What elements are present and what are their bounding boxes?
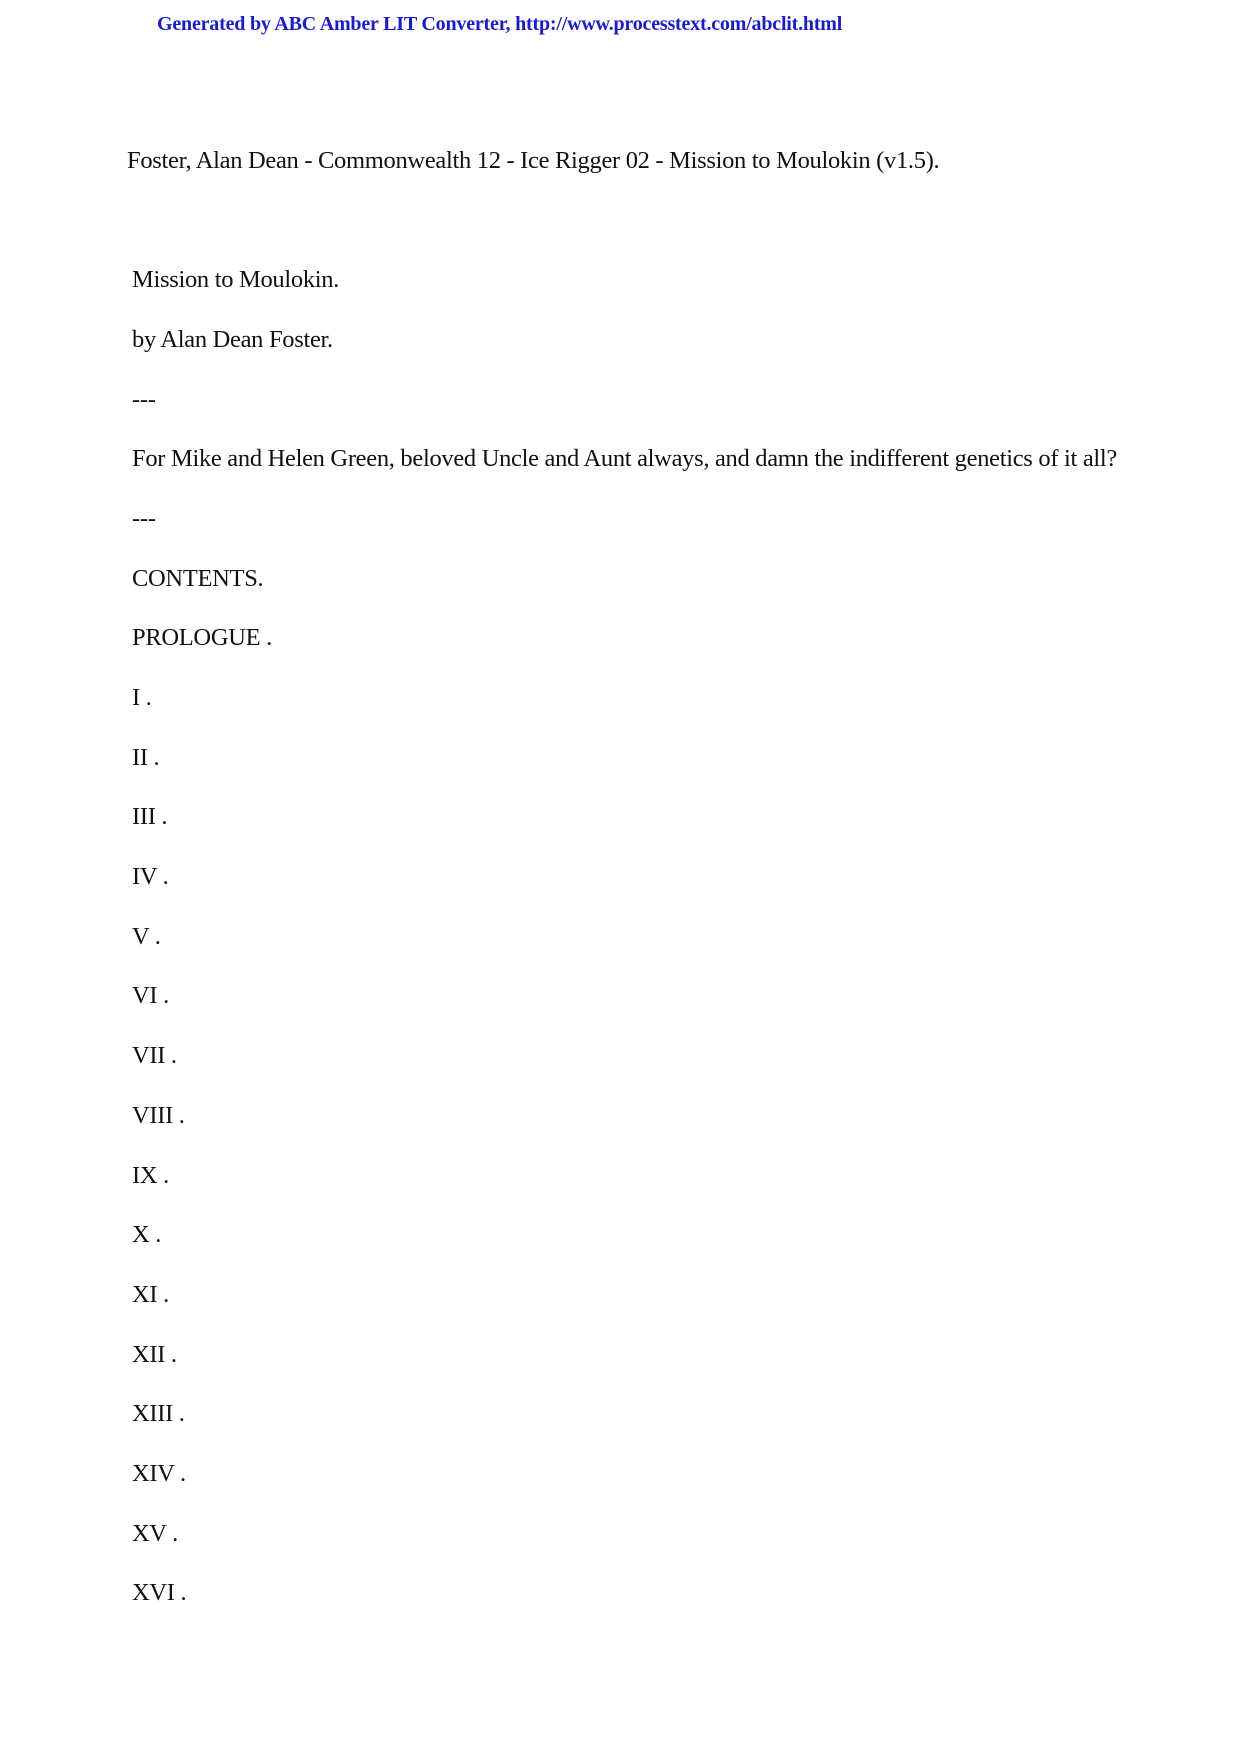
separator: ---: [132, 386, 156, 413]
contents-item-16[interactable]: XVI .: [132, 1579, 187, 1606]
contents-item-6[interactable]: VI .: [132, 982, 169, 1009]
contents-item-7[interactable]: VII .: [132, 1042, 177, 1069]
contents-item-11[interactable]: XI .: [132, 1281, 169, 1308]
contents-item-13[interactable]: XIII .: [132, 1400, 185, 1427]
contents-item-2[interactable]: II .: [132, 744, 160, 771]
contents-item-14[interactable]: XIV .: [132, 1460, 186, 1487]
contents-heading: CONTENTS.: [132, 565, 264, 592]
contents-item-12[interactable]: XII .: [132, 1341, 177, 1368]
contents-item-3[interactable]: III .: [132, 803, 168, 830]
book-title: Mission to Moulokin.: [132, 266, 340, 293]
converter-notice[interactable]: Generated by ABC Amber LIT Converter, http://www.processtext.com/abclit.html: [157, 13, 843, 35]
contents-item-10[interactable]: X .: [132, 1221, 162, 1248]
contents-item-9[interactable]: IX .: [132, 1162, 169, 1189]
contents-item-prologue[interactable]: PROLOGUE .: [132, 624, 272, 651]
byline: by Alan Dean Foster.: [132, 326, 333, 353]
separator: ---: [132, 505, 156, 532]
contents-item-4[interactable]: IV .: [132, 863, 169, 890]
contents-item-1[interactable]: I .: [132, 684, 152, 711]
contents-item-5[interactable]: V .: [132, 923, 161, 950]
contents-item-8[interactable]: VIII .: [132, 1102, 185, 1129]
dedication: For Mike and Helen Green, beloved Uncle and Aunt always, and damn the indifferent genetics of it all?: [132, 445, 1118, 472]
contents-item-15[interactable]: XV .: [132, 1520, 178, 1547]
file-title: Foster, Alan Dean - Commonwealth 12 - Ice Rigger 02 - Mission to Moulokin (v1.5).: [127, 147, 940, 174]
